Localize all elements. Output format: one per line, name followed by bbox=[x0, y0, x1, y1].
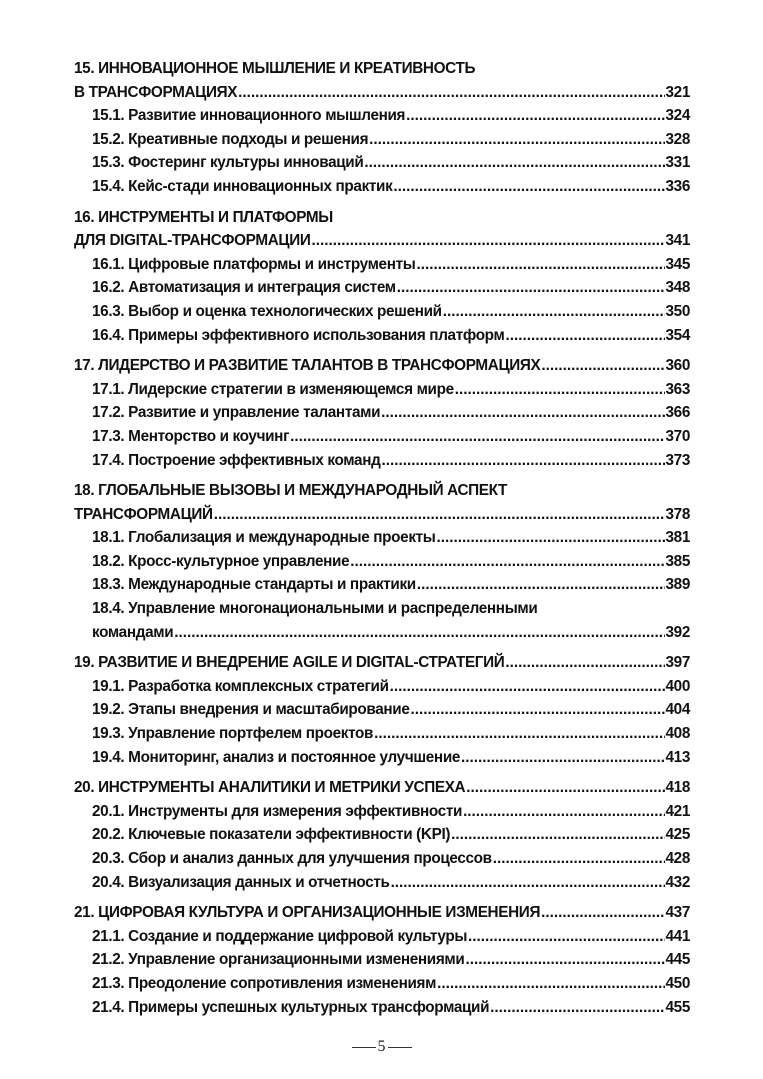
toc-section-entry-leader bbox=[468, 925, 664, 949]
toc-section-entry-title: 21.4. Примеры успешных культурных трансформаций bbox=[92, 998, 490, 1016]
toc-section-entry-page: 366 bbox=[665, 404, 690, 422]
toc-section-entry-title: 17.4. Построение эффективных команд bbox=[92, 451, 381, 469]
chapter-title-line: 18. ГЛОБАЛЬНЫЕ ВЫЗОВЫ И МЕЖДУНАРОДНЫЙ АСПЕКТ bbox=[74, 482, 508, 500]
toc-chapter-entry-title: ДЛЯ DIGITAL-ТРАНСФОРМАЦИИ bbox=[74, 232, 311, 250]
toc-section-entry-title: 18.3. Международные стандарты и практики bbox=[92, 576, 416, 594]
toc-chapter bbox=[74, 206, 690, 348]
toc-section-entry-title: 15.1. Развитие инновационного мышления bbox=[92, 107, 406, 125]
toc-section-entry-leader bbox=[463, 800, 664, 824]
toc-section-entry-page: 373 bbox=[665, 451, 690, 469]
toc-section-entry-page: 441 bbox=[665, 927, 690, 945]
toc-chapter-entry-title: 17. ЛИДЕРСТВО И РАЗВИТИЕ ТАЛАНТОВ В ТРАНСФОРМАЦИЯХ bbox=[74, 357, 541, 375]
toc-section-entry-leader bbox=[437, 526, 665, 550]
toc-section-entry-page: 385 bbox=[665, 552, 690, 570]
toc-chapter-entry[interactable] bbox=[74, 81, 690, 105]
toc-section-entry-page: 455 bbox=[665, 998, 690, 1016]
toc-section-entry-leader bbox=[493, 847, 665, 871]
toc-section-entry-leader bbox=[461, 746, 664, 770]
toc-section-entry-title: командами bbox=[92, 623, 174, 641]
toc-chapter-entry[interactable] bbox=[74, 354, 690, 378]
toc-section-entry-page: 408 bbox=[665, 725, 690, 743]
toc-section-entry-leader bbox=[290, 425, 664, 449]
toc-section-entry-leader bbox=[406, 104, 664, 128]
toc-chapter-entry-page: 341 bbox=[665, 232, 690, 250]
toc-section-entry[interactable] bbox=[74, 300, 690, 324]
toc-section-entry-page: 450 bbox=[665, 974, 690, 992]
toc-section-entry[interactable] bbox=[74, 253, 690, 277]
toc-section-entry-leader bbox=[411, 698, 665, 722]
toc-section-entry-page: 324 bbox=[665, 107, 690, 125]
toc-chapter-entry-title: 21. ЦИФРОВАЯ КУЛЬТУРА И ОРГАНИЗАЦИОННЫЕ ИЗМЕНЕНИЯ bbox=[74, 904, 541, 922]
toc-section-entry[interactable] bbox=[74, 378, 690, 402]
toc-section-entry-title: 15.3. Фостеринг культуры инноваций bbox=[92, 154, 364, 172]
toc-section-entry-leader bbox=[381, 449, 664, 473]
toc-section-entry[interactable] bbox=[74, 972, 690, 996]
toc-section-entry-leader bbox=[393, 175, 664, 199]
toc-chapter-entry-leader bbox=[505, 651, 664, 675]
toc-section-entry-title: 17.2. Развитие и управление талантами bbox=[92, 404, 381, 422]
toc-chapter-entry-title: В ТРАНСФОРМАЦИЯХ bbox=[74, 83, 238, 101]
toc-chapter-entry-page: 437 bbox=[665, 904, 690, 922]
toc-section-entry-page: 425 bbox=[665, 826, 690, 844]
toc-section-entry-leader bbox=[505, 324, 664, 348]
toc-section-entry[interactable] bbox=[74, 425, 690, 449]
toc-chapter bbox=[74, 479, 690, 644]
toc-section-entry-leader bbox=[350, 550, 664, 574]
toc-section-entry-page: 421 bbox=[665, 802, 690, 820]
toc-section-entry[interactable] bbox=[74, 800, 690, 824]
toc-section-entry-title: 21.1. Создание и поддержание цифровой культуры bbox=[92, 927, 468, 945]
toc-chapter-entry-leader bbox=[541, 354, 664, 378]
toc-section-entry[interactable] bbox=[74, 449, 690, 473]
toc-section-entry-leader bbox=[465, 948, 664, 972]
toc-chapter-entry-leader bbox=[312, 229, 665, 253]
toc-section-entry[interactable] bbox=[74, 276, 690, 300]
toc-section-entry[interactable] bbox=[74, 573, 690, 597]
toc-chapter-entry[interactable] bbox=[74, 901, 690, 925]
toc-chapter bbox=[74, 901, 690, 1019]
toc-section-entry-page: 370 bbox=[665, 427, 690, 445]
toc-section-entry-title: 21.2. Управление организационными изменениями bbox=[92, 951, 465, 969]
toc-section-entry-title: 20.4. Визуализация данных и отчетность bbox=[92, 873, 390, 891]
toc-section-entry-title: 20.2. Ключевые показатели эффективности (KPI) bbox=[92, 826, 451, 844]
toc-section-entry-title: 17.3. Менторство и коучинг bbox=[92, 427, 290, 445]
toc-section-entry-title: 18.2. Кросс-культурное управление bbox=[92, 552, 350, 570]
toc-section-entry-page: 354 bbox=[665, 326, 690, 344]
toc-section-entry-title: 16.4. Примеры эффективного использования платформ bbox=[92, 326, 505, 344]
toc-section-entry-title: 19.2. Этапы внедрения и масштабирование bbox=[92, 701, 410, 719]
toc-section-entry-title: 21.3. Преодоление сопротивления изменениям bbox=[92, 974, 437, 992]
toc-section-entry-page: 389 bbox=[665, 576, 690, 594]
toc-section-entry-page: 428 bbox=[665, 850, 690, 867]
toc-section-entry-page: 331 bbox=[665, 154, 690, 172]
toc-section-entry-leader bbox=[490, 996, 664, 1020]
toc-section-entry-leader bbox=[417, 573, 665, 597]
toc-chapter-entry-page: 378 bbox=[665, 505, 690, 523]
toc-chapter-entry-title: 19. РАЗВИТИЕ И ВНЕДРЕНИЕ AGILE И DIGITAL-СТРАТЕГИЙ bbox=[74, 654, 505, 672]
toc-chapter-entry-page: 360 bbox=[665, 357, 690, 375]
toc-chapter-entry-leader bbox=[466, 776, 664, 800]
toc-chapter bbox=[74, 354, 690, 472]
toc-section-entry[interactable] bbox=[74, 128, 690, 152]
toc-section-entry-page: 328 bbox=[665, 130, 690, 148]
toc-section-entry-page: 345 bbox=[665, 255, 690, 273]
section-title-line: 18.4. Управление многонациональными и распределенными bbox=[92, 600, 538, 618]
toc-chapter-entry-page: 321 bbox=[665, 83, 690, 101]
toc-section-entry-leader bbox=[443, 300, 665, 324]
toc-section-entry[interactable] bbox=[74, 871, 690, 895]
toc-section-entry[interactable] bbox=[74, 722, 690, 746]
page-footer bbox=[0, 1038, 763, 1056]
toc-section-entry[interactable] bbox=[74, 746, 690, 770]
toc-section-entry[interactable] bbox=[74, 925, 690, 949]
chapter-title-line: 16. ИНСТРУМЕНТЫ И ПЛАТФОРМЫ bbox=[74, 208, 333, 226]
toc-section-entry-title: 15.4. Кейс-стади инновационных практик bbox=[92, 177, 393, 195]
toc-section-entry-page: 381 bbox=[665, 529, 690, 547]
toc-chapter-entry[interactable] bbox=[74, 229, 690, 253]
footer-dash-right bbox=[388, 1047, 412, 1048]
toc-section-entry[interactable] bbox=[74, 324, 690, 348]
toc-section-entry-leader bbox=[374, 722, 664, 746]
toc-section-entry-leader bbox=[369, 128, 664, 152]
toc-section-entry-page: 336 bbox=[665, 177, 690, 195]
toc-section-entry-title: 20.3. Сбор и анализ данных для улучшения процессов bbox=[92, 850, 492, 867]
toc-section-entry-title: 17.1. Лидерские стратегии в изменяющемся мире bbox=[92, 380, 454, 398]
toc-chapter-entry-leader bbox=[238, 81, 664, 105]
toc-chapter-entry[interactable] bbox=[74, 651, 690, 675]
toc-section-entry-leader bbox=[455, 378, 665, 402]
toc-section-entry-title: 18.1. Глобализация и международные проекты bbox=[92, 529, 436, 547]
toc-section-entry-page: 392 bbox=[665, 623, 690, 641]
toc-section-entry-leader bbox=[174, 621, 664, 645]
toc-section-entry-leader bbox=[390, 675, 665, 699]
toc-chapter-entry-leader bbox=[214, 503, 665, 527]
toc-section-entry-page: 348 bbox=[665, 279, 690, 297]
toc-chapter-entry-title: ТРАНСФОРМАЦИЙ bbox=[74, 505, 213, 523]
toc-section-entry-leader bbox=[397, 276, 665, 300]
toc-section-entry-page: 445 bbox=[665, 951, 690, 969]
toc-section-entry[interactable] bbox=[74, 526, 690, 550]
toc-section-entry-leader bbox=[381, 401, 664, 425]
toc-chapter-entry[interactable] bbox=[74, 503, 690, 527]
footer-dash-left bbox=[352, 1047, 376, 1048]
toc-section-entry[interactable] bbox=[74, 175, 690, 199]
toc-section-entry-page: 404 bbox=[665, 701, 690, 719]
toc-section-entry-leader bbox=[364, 151, 664, 175]
toc-section-entry[interactable] bbox=[74, 823, 690, 847]
toc-section-entry[interactable] bbox=[74, 698, 690, 722]
toc-chapter-entry[interactable] bbox=[74, 776, 690, 800]
toc-chapter-entry-page: 397 bbox=[665, 654, 690, 672]
toc-section-entry-title: 16.3. Выбор и оценка технологических решений bbox=[92, 302, 442, 320]
toc-section-entry[interactable] bbox=[74, 621, 690, 645]
toc-section-entry[interactable] bbox=[74, 996, 690, 1020]
toc-chapter-entry-page: 418 bbox=[665, 779, 690, 797]
toc-section-entry[interactable] bbox=[74, 550, 690, 574]
toc-section-entry[interactable] bbox=[74, 948, 690, 972]
toc-chapter bbox=[74, 776, 690, 894]
toc-section-entry-leader bbox=[416, 253, 664, 277]
toc-section-entry[interactable] bbox=[74, 675, 690, 699]
toc-section-entry-page: 413 bbox=[665, 748, 690, 766]
toc-section-entry-title: 16.2. Автоматизация и интеграция систем bbox=[92, 279, 396, 297]
chapter-title-line: 15. ИННОВАЦИОННОЕ МЫШЛЕНИЕ И КРЕАТИВНОСТЬ bbox=[74, 60, 476, 77]
table-of-contents bbox=[74, 57, 690, 1026]
toc-section-entry-leader bbox=[437, 972, 664, 996]
toc-section-entry-title: 16.1. Цифровые платформы и инструменты bbox=[92, 255, 416, 273]
toc-section-entry[interactable] bbox=[74, 401, 690, 425]
toc-section-entry-title: 19.3. Управление портфелем проектов bbox=[92, 725, 374, 743]
page-number: 5 bbox=[377, 1038, 386, 1055]
toc-section-entry-page: 363 bbox=[665, 380, 690, 398]
toc-chapter bbox=[74, 57, 690, 199]
toc-section-entry[interactable] bbox=[74, 847, 690, 871]
toc-section-entry-title: 15.2. Креативные подходы и решения bbox=[92, 130, 369, 148]
toc-section-entry-page: 400 bbox=[665, 677, 690, 695]
toc-section-entry-page: 350 bbox=[665, 302, 690, 320]
toc-section-entry-title: 20.1. Инструменты для измерения эффективности bbox=[92, 802, 463, 820]
toc-chapter bbox=[74, 651, 690, 769]
toc-chapter-entry-title: 20. ИНСТРУМЕНТЫ АНАЛИТИКИ И МЕТРИКИ УСПЕХА bbox=[74, 779, 466, 797]
toc-chapter-entry-leader bbox=[541, 901, 664, 925]
toc-section-entry-leader bbox=[391, 871, 665, 895]
toc-section-entry[interactable] bbox=[74, 151, 690, 175]
toc-section-entry-page: 432 bbox=[665, 873, 690, 891]
toc-section-entry-title: 19.1. Разработка комплексных стратегий bbox=[92, 677, 389, 695]
toc-section-entry-title: 19.4. Мониторинг, анализ и постоянное улучшение bbox=[92, 748, 461, 766]
toc-section-entry[interactable] bbox=[74, 104, 690, 128]
toc-section-entry-leader bbox=[451, 823, 664, 847]
